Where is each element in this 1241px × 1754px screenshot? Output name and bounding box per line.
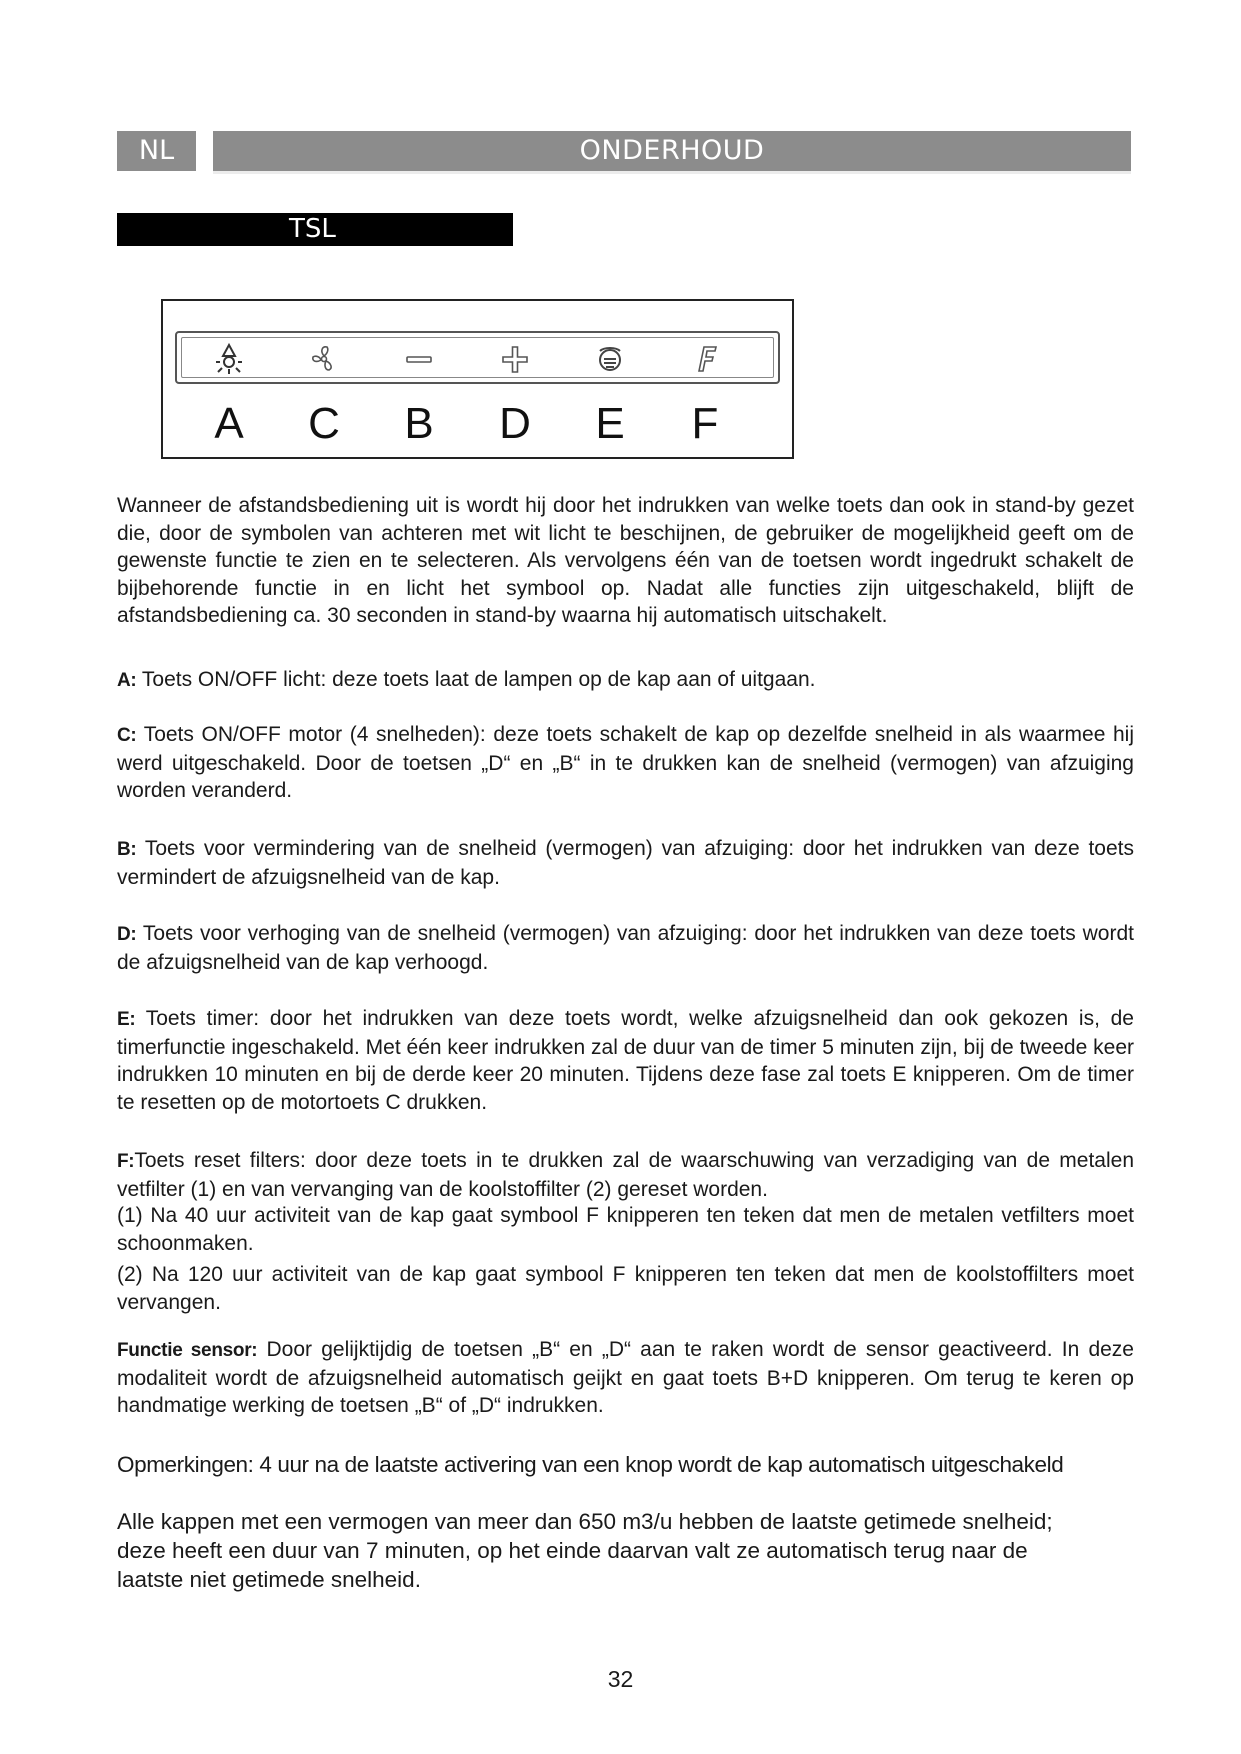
note-1: (1) Na 40 uur activiteit van de kap gaat symbool F knipperen ten teken dat men de metalen vetfilters moet schoonmaken. bbox=[117, 1204, 1134, 1255]
label-f: F: bbox=[117, 1151, 135, 1172]
label-a: A: bbox=[117, 670, 137, 691]
description-a bbox=[117, 666, 1134, 695]
text-b: Toets voor vermindering van de snelheid (vermogen) van afzuiging: door het indrukken van deze toets vermindert de afzuigsnelheid van de kap. bbox=[117, 837, 1134, 889]
label-e: E: bbox=[117, 1009, 136, 1030]
key-letter-a: A bbox=[214, 399, 244, 448]
text-f: Toets reset filters: door deze toets in te drukken zal de waarschuwing van verzadiging van de metalen vetfilter (1) en van vervanging van de koolstoffilter (2) gereset worden. bbox=[117, 1149, 1134, 1201]
minus-icon bbox=[397, 339, 441, 377]
control-panel-diagram bbox=[161, 299, 794, 459]
fan-icon bbox=[302, 339, 346, 377]
page-title: ONDERHOUD bbox=[213, 131, 1131, 171]
page-number: 32 bbox=[607, 1666, 634, 1692]
timer-icon bbox=[588, 339, 632, 377]
key-letter-e: E bbox=[595, 399, 625, 448]
final-note: Alle kappen met een vermogen van meer dan 650 m3/u hebben de laatste getimede snelheid; deze heeft een duur van 7 minuten, op het einde daarvan valt ze automatisch terug naar de laatste niet getimede snelheid. bbox=[117, 1509, 1053, 1592]
label-c: C: bbox=[117, 725, 137, 746]
note-2: (2) Na 120 uur activiteit van de kap gaat symbool F knipperen ten teken dat men de koolstoffilters moet vervangen. bbox=[117, 1263, 1134, 1314]
header-divider bbox=[213, 171, 1131, 174]
section-title-bar bbox=[117, 213, 513, 246]
label-sensor: Functie sensor: bbox=[117, 1340, 258, 1361]
description-f bbox=[117, 1147, 1134, 1203]
description-e bbox=[117, 1005, 1134, 1116]
sensor-function bbox=[117, 1336, 1134, 1420]
language-badge: NL bbox=[117, 131, 196, 171]
key-letter-f: F bbox=[691, 399, 719, 448]
plus-icon bbox=[493, 339, 537, 377]
text-sensor: Door gelijktijdig de toetsen „B“ en „D“ aan te raken wordt de sensor geactiveerd. In deze modaliteit wordt de afzuigsnelheid automatisch geijkt en gaat toets B+D knipperen. Om terug te keren op handmatige werking de toetsen „B“ of „D“ indrukken. bbox=[117, 1338, 1134, 1417]
label-d: D: bbox=[117, 924, 137, 945]
description-d bbox=[117, 920, 1134, 976]
filter-f-icon bbox=[683, 339, 727, 377]
label-b: B: bbox=[117, 839, 137, 860]
key-letter-d: D bbox=[499, 399, 531, 448]
key-letter-c: C bbox=[308, 399, 340, 448]
intro-paragraph: Wanneer de afstandsbediening uit is wordt hij door het indrukken van welke toets dan ook in stand-by gezet die, door de symbolen van achteren met wit licht te beschijnen, de gebruiker de mogelijkheid geeft om de gewenste functie te zien en te selecteren. Als vervolgens één van de toetsen wordt ingedrukt schakelt de bijbehorende functie in en licht het symbool op. Nadat alle functies zijn uitgeschakeld, blijft de afstandsbediening ca. 30 seconden in stand-by waarna hij automatisch uitschakelt. bbox=[117, 494, 1134, 627]
description-b bbox=[117, 835, 1134, 891]
key-letter-b: B bbox=[404, 399, 434, 448]
light-icon bbox=[207, 339, 251, 377]
description-c bbox=[117, 721, 1134, 805]
remarks: Opmerkingen: 4 uur na de laatste activering van een knop wordt de kap automatisch uitgeschakeld bbox=[117, 1452, 1064, 1477]
text-a: Toets ON/OFF licht: deze toets laat de lampen op de kap aan of uitgaan. bbox=[136, 668, 816, 691]
text-e: Toets timer: door het indrukken van deze toets wordt, welke afzuigsnelheid dan ook gekozen is, de timerfunctie ingeschakeld. Met één keer indrukken zal de duur van de timer 5 minuten zijn, bij de tweede keer indrukken 10 minuten en bij de derde keer 20 minuten. Tijdens deze fase zal toets E knipperen. Om de timer te resetten op de motortoets C drukken. bbox=[117, 1007, 1134, 1114]
text-c: Toets ON/OFF motor (4 snelheden): deze toets schakelt de kap op dezelfde snelheid in als waarmee hij werd uitgeschakeld. Door de toetsen „D“ en „B“ in te drukken kan de snelheid (vermogen) van afzuiging worden veranderd. bbox=[117, 723, 1134, 802]
section-title: TSL bbox=[289, 214, 336, 244]
text-d: Toets voor verhoging van de snelheid (vermogen) van afzuiging: door het indrukken van deze toets wordt de afzuigsnelheid van de kap verhoogd. bbox=[117, 922, 1134, 974]
